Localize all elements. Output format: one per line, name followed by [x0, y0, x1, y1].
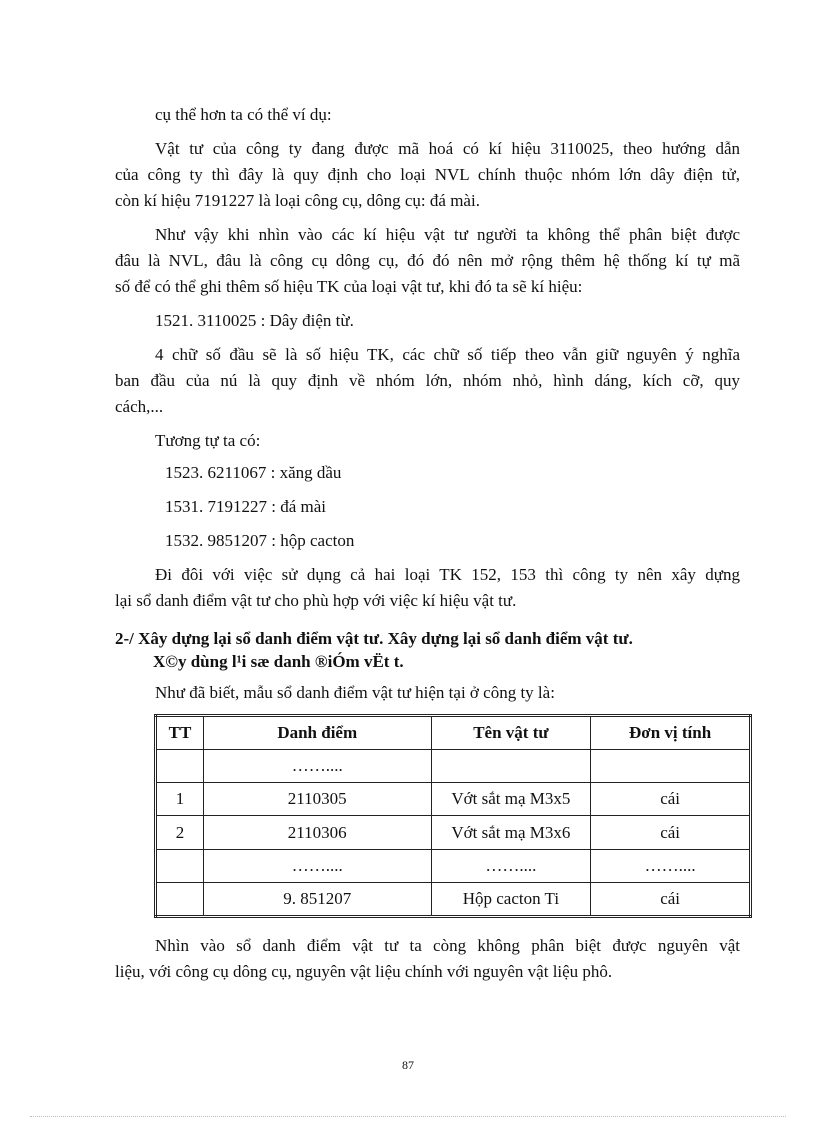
- table-cell: ……....: [591, 849, 751, 882]
- code-example: 1532. 9851207 : hộp cacton: [165, 531, 355, 550]
- code-example: 1523. 6211067 : xăng dầu: [165, 463, 342, 482]
- paragraph-intro: cụ thể hơn ta có thể ví dụ:: [155, 105, 332, 124]
- table-cell: [591, 750, 751, 783]
- table-cell: 1: [156, 783, 204, 816]
- paragraph-line: số để có thể ghi thêm số hiệu TK của loại vật tư, khi đó ta sẽ kí hiệu:: [115, 277, 583, 296]
- paragraph-line: Vật tư của công ty đang được mã hoá có kí hiệu 3110025, theo hướng dẫn: [155, 139, 740, 158]
- table-cell: 2: [156, 816, 204, 849]
- table-cell: 2110306: [203, 816, 431, 849]
- paragraph-line: lại sổ danh điểm vật tư cho phù hợp với việc kí hiệu vật tư.: [115, 591, 517, 610]
- table-cell: ……....: [203, 849, 431, 882]
- table-cell: [156, 882, 204, 916]
- table-cell: ……....: [431, 849, 591, 882]
- table-cell: 9. 851207: [203, 882, 431, 916]
- table-cell: [156, 750, 204, 783]
- header-cell: Danh điểm: [203, 716, 431, 750]
- table-row: [156, 849, 751, 882]
- paragraph-line: Như đã biết, mẫu sổ danh điểm vật tư hiện tại ở công ty là:: [155, 683, 555, 702]
- table-cell: [156, 849, 204, 882]
- table-header-row: [156, 716, 751, 750]
- section-heading: 2-/ Xây dựng lại sổ danh điểm vật tư. Xây dựng lại sổ danh điểm vật tư.: [115, 629, 633, 648]
- paragraph-line: Đi đôi với việc sử dụng cả hai loại TK 152, 153 thì công ty nên xây dựng: [155, 565, 740, 584]
- table-cell: [431, 750, 591, 783]
- paragraph-line: đâu là NVL, đâu là công cụ dông cụ, đó đó nên mở rộng thêm hệ thống kí tự mã: [115, 251, 740, 270]
- header-cell: Đơn vị tính: [591, 716, 751, 750]
- header-cell: TT: [156, 716, 204, 750]
- paragraph-line: Như vậy khi nhìn vào các kí hiệu vật tư người ta không thể phân biệt được: [155, 225, 740, 244]
- paragraph-line: của công ty thì đây là quy định cho loại NVL chính thuộc nhóm lớn dây điện tử,: [115, 165, 740, 184]
- paragraph-line: ban đầu của nú là quy định về nhóm lớn, nhóm nhỏ, hình dáng, kích cỡ, quy: [115, 371, 740, 390]
- code-example: 1521. 3110025 : Dây điện từ.: [155, 311, 354, 330]
- table-cell: cái: [591, 882, 751, 916]
- table-cell: cái: [591, 816, 751, 849]
- paragraph-line: còn kí hiệu 7191227 là loại công cụ, dông cụ: đá mài.: [115, 191, 480, 210]
- table-cell: Hộp cacton Ti: [431, 882, 591, 916]
- table-cell: Vớt sắt mạ M3x5: [431, 783, 591, 816]
- section-heading-garbled: X©y dùng l¹i sæ danh ®iÓm vËt t.: [153, 652, 404, 671]
- paragraph-line: cách,...: [115, 397, 164, 416]
- table-row: [156, 783, 751, 816]
- header-cell: Tên vật tư: [431, 716, 591, 750]
- page-number: 87: [402, 1058, 414, 1072]
- table-cell: 2110305: [203, 783, 431, 816]
- table-cell: Vớt sắt mạ M3x6: [431, 816, 591, 849]
- item-catalog-table: [154, 714, 752, 918]
- table-row: [156, 816, 751, 849]
- table-row: [156, 882, 751, 916]
- paragraph-line: liệu, với công cụ dông cụ, nguyên vật liệu chính với nguyên vật liệu phô.: [115, 962, 613, 981]
- code-example: 1531. 7191227 : đá mài: [165, 497, 327, 516]
- paragraph-line: Tương tự ta có:: [155, 431, 261, 450]
- paragraph-line: 4 chữ số đầu sẽ là số hiệu TK, các chữ số tiếp theo vẫn giữ nguyên ý nghĩa: [155, 345, 740, 364]
- paragraph-line: Nhìn vào sổ danh điểm vật tư ta còng không phân biệt được nguyên vật: [155, 936, 740, 955]
- table-cell: cái: [591, 783, 751, 816]
- table-row: [156, 750, 751, 783]
- footer-divider: [30, 1116, 786, 1117]
- table-cell: ……....: [203, 750, 431, 783]
